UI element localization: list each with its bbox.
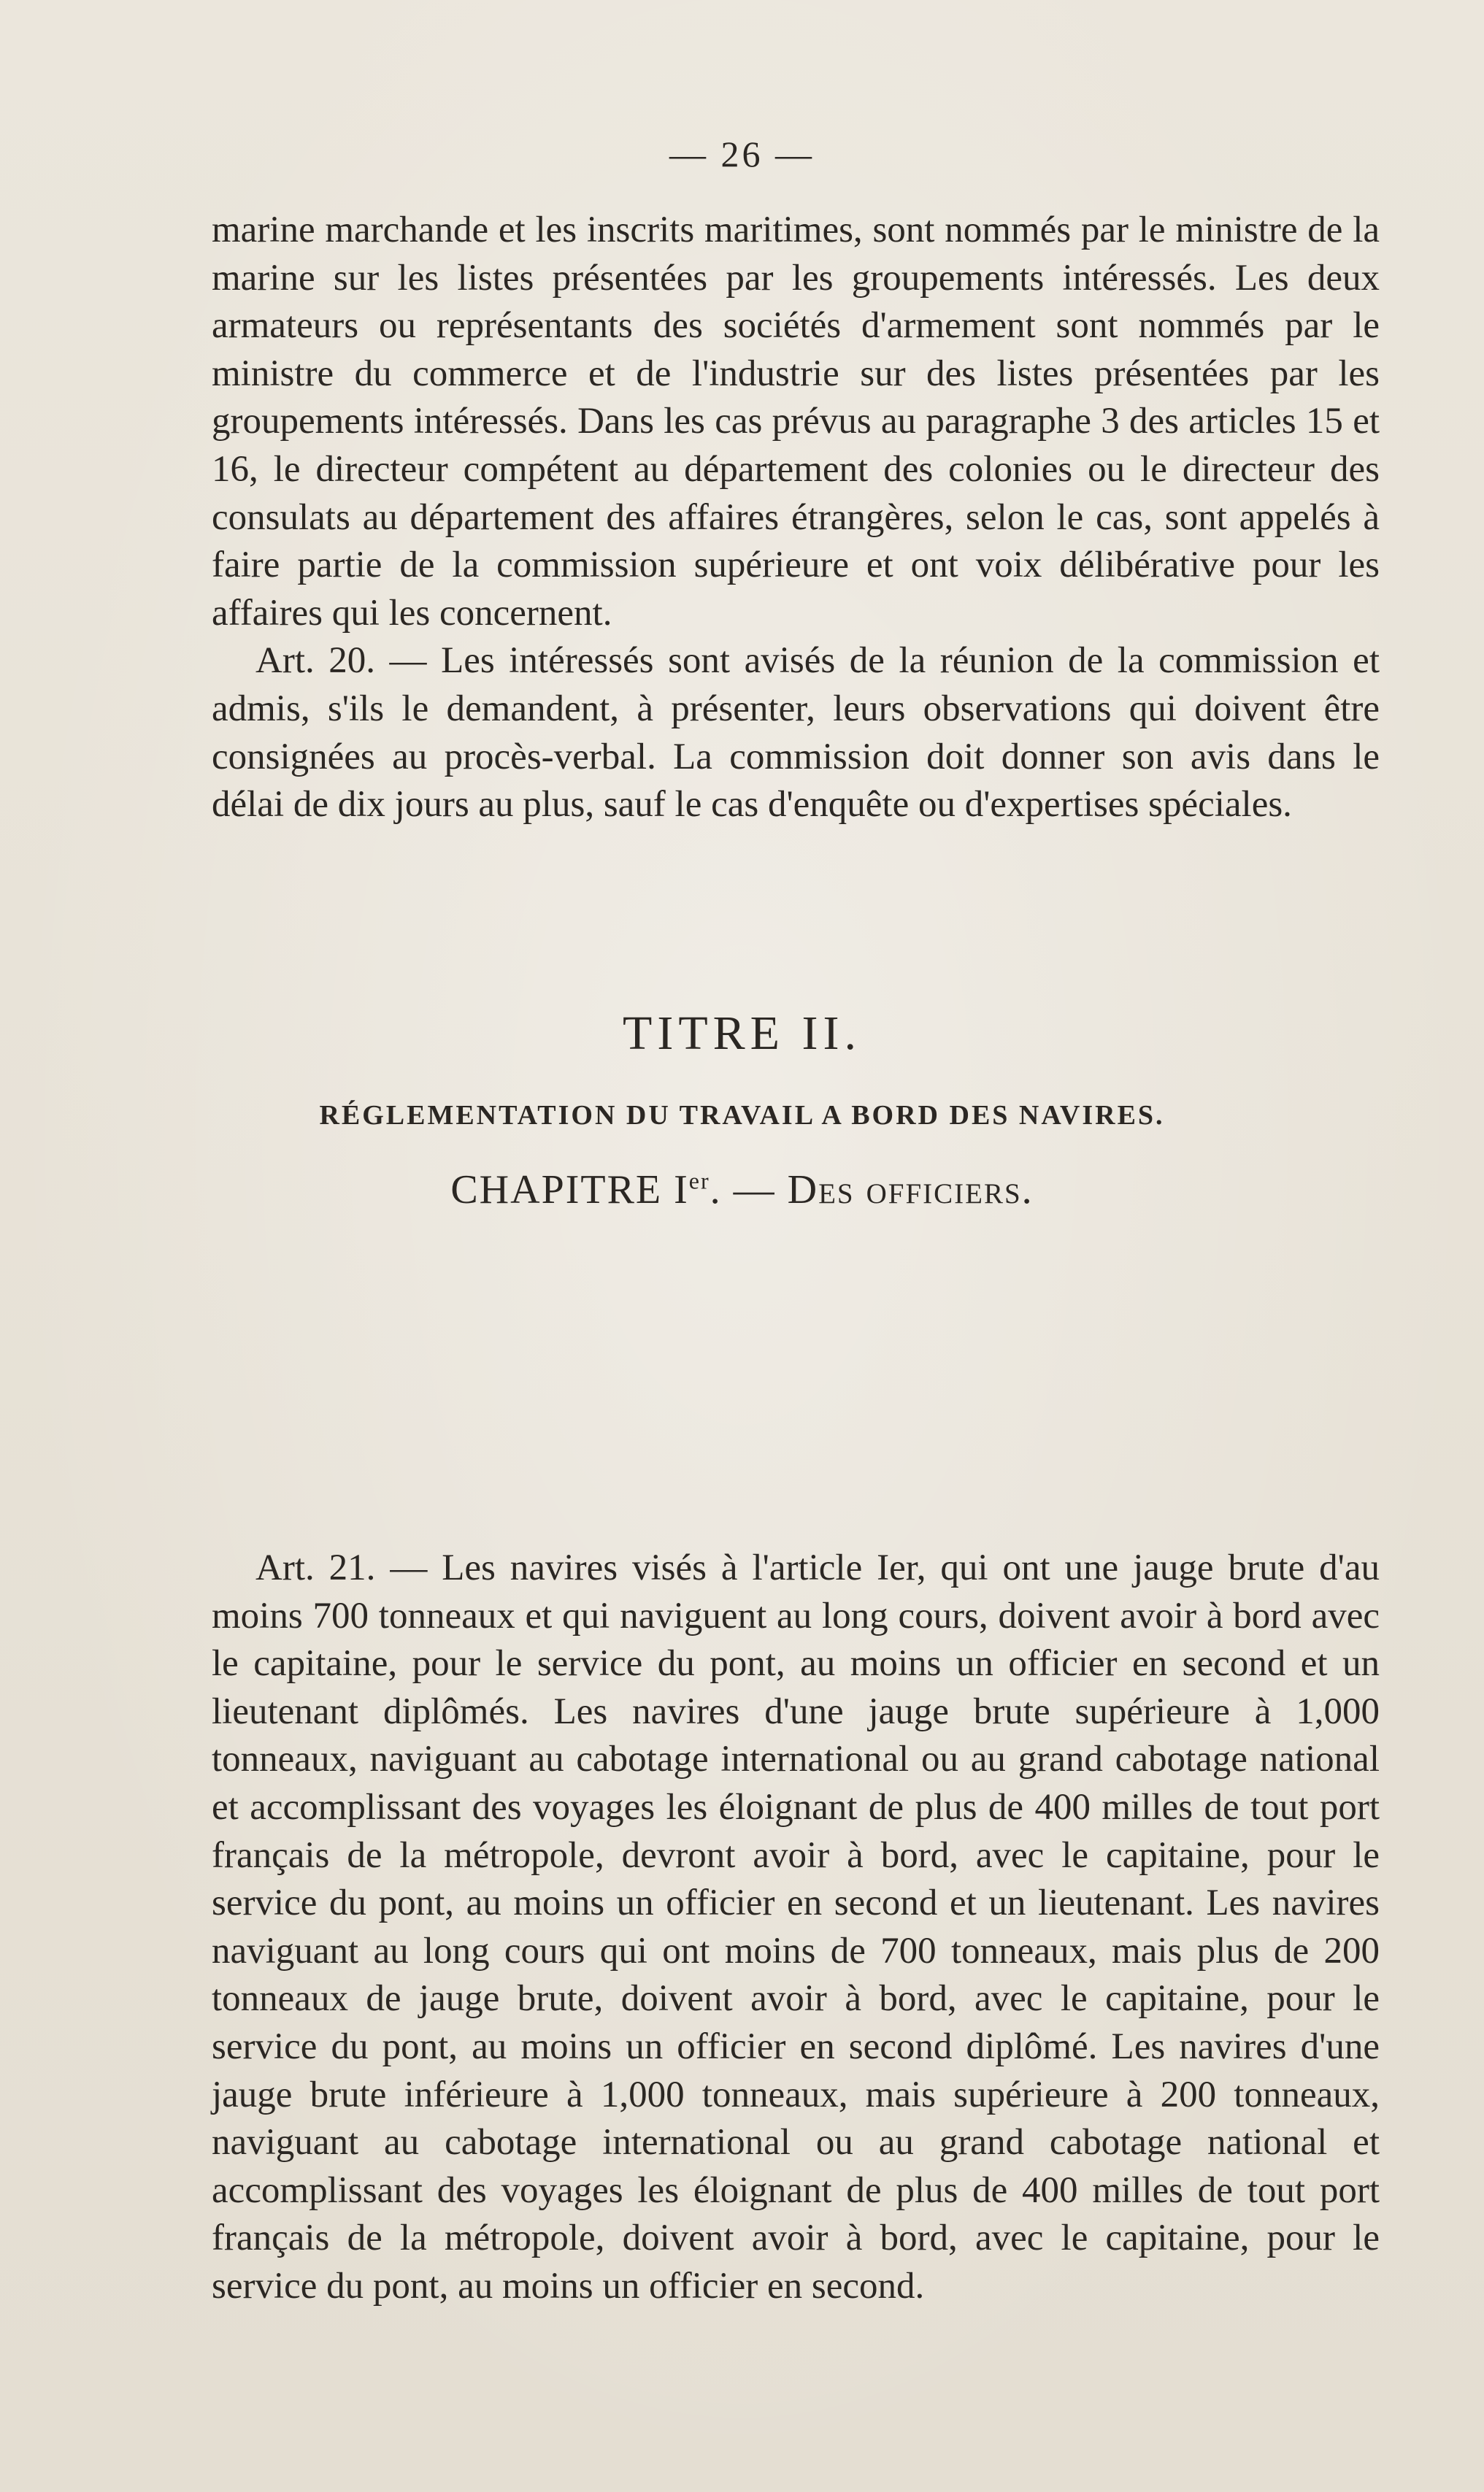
chapter-title: . — Des officiers. [710,1167,1034,1212]
paragraph-commission-members: marine marchande et les inscrits maritimes, sont nommés par le ministre de la marine sur les listes présentées par les groupements intéressés. Les deux armateurs ou représentants des sociétés d'armement sont nommés par le ministre du commerce et de l'industrie sur des listes présentées par les groupements intéressés. Dans les cas prévus au paragraphe 3 des articles 15 et 16, le directeur compétent au département des colonies ou le directeur des consulats au département des affaires étrangères, selon le cas, sont appelés à faire partie de la commission supérieure et ont voix délibérative pour les affaires qui les concernent. [212,209,1380,634]
chapter-superscript: er [688,1167,710,1194]
paragraph-article-20: Art. 20. — Les intéressés sont avisés de la réunion de la commission et admis, s'ils le demandent, à présenter, leurs observations qui doivent être consignées au procès-verbal. La commission doit donner son avis dans le délai de dix jours au plus, sauf le cas d'enquête ou d'expertises spéciales. [212,640,1380,826]
chapter-prefix: CHAPITRE I [450,1167,689,1212]
page-number: — 26 — [669,134,815,174]
text-block-continuation [212,207,1380,829]
title-heading: TITRE II. [623,1007,861,1060]
title-subheading: RÉGLEMENTATION DU TRAVAIL A BORD DES NAVIRES. [319,1100,1165,1131]
chapter-heading [0,1166,1484,1213]
paragraph-article-21: Art. 21. — Les navires visés à l'article Ier, qui ont une jauge brute d'au moins 700 tonneaux et qui naviguent au long cours, doivent avoir à bord avec le capitaine, pour le service du pont, au moins un officier en second et un lieutenant diplômés. Les navires d'une jauge brute supérieure à 1,000 tonneaux, naviguant au cabotage international ou au grand cabotage national et accomplissant des voyages les éloignant de plus de 400 milles de tout port français de la métropole, devront avoir à bord, avec le capitaine, pour le service du pont, au moins un officier en second et un lieutenant. Les navires naviguant au long cours qui ont moins de 700 tonneaux, mais plus de 200 tonneaux de jauge brute, doivent avoir à bord, avec le capitaine, pour le service du pont, au moins un officier en second diplômé. Les navires d'une jauge brute inférieure à 1,000 tonneaux, mais supérieure à 200 tonneaux, naviguant au cabotage international ou au grand cabotage national et accomplissant des voyages les éloignant de plus de 400 milles de tout port français de la métropole, doivent avoir à bord, avec le capitaine, pour le service du pont, au moins un officier en second. [212,1547,1380,2307]
text-block-article-21 [212,1545,1380,2311]
